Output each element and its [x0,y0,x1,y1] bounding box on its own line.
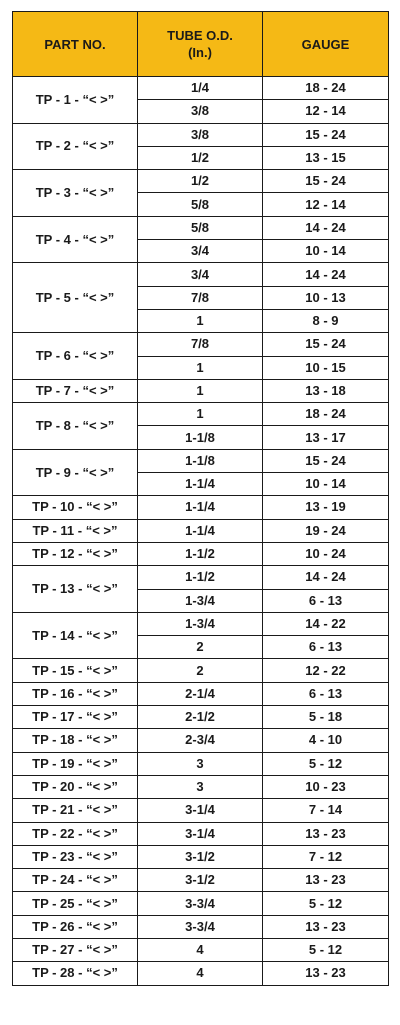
gauge-cell: 14 - 22 [263,612,389,635]
tube-od-cell: 5/8 [138,216,263,239]
gauge-cell: 13 - 19 [263,496,389,519]
tube-od-cell: 1-3/4 [138,612,263,635]
gauge-cell: 12 - 22 [263,659,389,682]
table-row [13,263,389,286]
table-row [13,775,389,798]
table-row [13,659,389,682]
part-number-cell: TP - 27 - “< >” [13,938,138,961]
tube-od-cell: 5/8 [138,193,263,216]
table-row [13,752,389,775]
part-number-cell: TP - 12 - “< >” [13,542,138,565]
table-row [13,682,389,705]
gauge-cell: 10 - 14 [263,473,389,496]
table-row [13,77,389,100]
part-number-cell: TP - 15 - “< >” [13,659,138,682]
tube-od-cell: 7/8 [138,286,263,309]
table-row [13,123,389,146]
tube-od-cell: 1-1/4 [138,496,263,519]
tube-od-cell: 3-1/4 [138,799,263,822]
gauge-cell: 13 - 15 [263,146,389,169]
part-number-cell: TP - 23 - “< >” [13,845,138,868]
header-tube-od-line2: (In.) [188,45,212,60]
table-row [13,333,389,356]
gauge-cell: 5 - 12 [263,938,389,961]
gauge-cell: 5 - 18 [263,706,389,729]
part-number-cell: TP - 13 - “< >” [13,566,138,613]
gauge-cell: 10 - 14 [263,240,389,263]
table-header [13,12,389,77]
tube-part-table [12,11,389,986]
header-tube-od [138,12,263,77]
part-number-cell: TP - 22 - “< >” [13,822,138,845]
part-number-cell: TP - 6 - “< >” [13,333,138,380]
table-body [13,77,389,986]
gauge-cell: 10 - 23 [263,775,389,798]
gauge-cell: 6 - 13 [263,636,389,659]
tube-od-cell: 1-3/4 [138,589,263,612]
table-row [13,379,389,402]
table-row [13,892,389,915]
part-number-cell: TP - 25 - “< >” [13,892,138,915]
table-row [13,729,389,752]
tube-od-cell: 3-1/4 [138,822,263,845]
part-number-cell: TP - 26 - “< >” [13,915,138,938]
part-number-cell: TP - 21 - “< >” [13,799,138,822]
table-row [13,799,389,822]
tube-od-cell: 1-1/8 [138,426,263,449]
tube-od-cell: 2-1/2 [138,706,263,729]
tube-od-cell: 3/4 [138,263,263,286]
gauge-cell: 13 - 23 [263,869,389,892]
header-row [13,12,389,77]
tube-od-cell: 1-1/4 [138,473,263,496]
gauge-cell: 7 - 14 [263,799,389,822]
part-number-cell: TP - 10 - “< >” [13,496,138,519]
tube-od-cell: 1 [138,403,263,426]
tube-od-cell: 4 [138,938,263,961]
table-row [13,403,389,426]
tube-od-cell: 1-1/4 [138,519,263,542]
table-row [13,449,389,472]
table-row [13,542,389,565]
tube-od-cell: 3 [138,752,263,775]
table-row [13,519,389,542]
table-row [13,216,389,239]
part-number-cell: TP - 8 - “< >” [13,403,138,450]
table-row [13,869,389,892]
gauge-cell: 18 - 24 [263,403,389,426]
tube-od-cell: 3-1/2 [138,869,263,892]
gauge-cell: 10 - 15 [263,356,389,379]
tube-od-cell: 1/2 [138,146,263,169]
gauge-cell: 8 - 9 [263,309,389,332]
part-number-cell: TP - 18 - “< >” [13,729,138,752]
tube-od-cell: 3/4 [138,240,263,263]
tube-od-cell: 1-1/8 [138,449,263,472]
gauge-cell: 10 - 13 [263,286,389,309]
tube-od-cell: 7/8 [138,333,263,356]
gauge-cell: 18 - 24 [263,77,389,100]
tube-od-cell: 2-1/4 [138,682,263,705]
gauge-cell: 19 - 24 [263,519,389,542]
gauge-cell: 10 - 24 [263,542,389,565]
tube-od-cell: 3/8 [138,100,263,123]
part-number-cell: TP - 9 - “< >” [13,449,138,496]
table-row [13,938,389,961]
gauge-cell: 12 - 14 [263,193,389,216]
part-number-cell: TP - 24 - “< >” [13,869,138,892]
gauge-cell: 5 - 12 [263,892,389,915]
part-number-cell: TP - 14 - “< >” [13,612,138,659]
gauge-cell: 14 - 24 [263,216,389,239]
gauge-cell: 15 - 24 [263,333,389,356]
tube-od-cell: 3-3/4 [138,892,263,915]
tube-od-cell: 1 [138,356,263,379]
part-number-cell: TP - 4 - “< >” [13,216,138,263]
tube-od-cell: 1-1/2 [138,542,263,565]
gauge-cell: 13 - 18 [263,379,389,402]
table-row [13,566,389,589]
header-part-no: PART NO. [13,12,138,77]
gauge-cell: 15 - 24 [263,123,389,146]
table-row [13,822,389,845]
gauge-cell: 15 - 24 [263,170,389,193]
gauge-cell: 7 - 12 [263,845,389,868]
part-number-cell: TP - 11 - “< >” [13,519,138,542]
part-number-cell: TP - 16 - “< >” [13,682,138,705]
gauge-cell: 6 - 13 [263,682,389,705]
tube-od-cell: 2 [138,636,263,659]
tube-od-cell: 2-3/4 [138,729,263,752]
tube-od-cell: 3/8 [138,123,263,146]
gauge-cell: 14 - 24 [263,566,389,589]
tube-od-cell: 1 [138,309,263,332]
header-gauge: GAUGE [263,12,389,77]
table-row [13,962,389,985]
part-number-cell: TP - 1 - “< >” [13,77,138,124]
table-row [13,845,389,868]
part-number-cell: TP - 7 - “< >” [13,379,138,402]
tube-od-cell: 4 [138,962,263,985]
gauge-cell: 13 - 17 [263,426,389,449]
table-row [13,496,389,519]
tube-od-cell: 3-1/2 [138,845,263,868]
gauge-cell: 13 - 23 [263,962,389,985]
gauge-cell: 6 - 13 [263,589,389,612]
gauge-cell: 12 - 14 [263,100,389,123]
tube-od-cell: 1-1/2 [138,566,263,589]
tube-od-cell: 1/4 [138,77,263,100]
tube-od-cell: 3-3/4 [138,915,263,938]
header-tube-od-line1: TUBE O.D. [167,28,233,43]
gauge-cell: 13 - 23 [263,822,389,845]
table-row [13,915,389,938]
part-number-cell: TP - 5 - “< >” [13,263,138,333]
part-number-cell: TP - 3 - “< >” [13,170,138,217]
part-number-cell: TP - 19 - “< >” [13,752,138,775]
gauge-cell: 13 - 23 [263,915,389,938]
part-number-cell: TP - 20 - “< >” [13,775,138,798]
part-number-cell: TP - 17 - “< >” [13,706,138,729]
gauge-cell: 14 - 24 [263,263,389,286]
table-row [13,612,389,635]
tube-od-cell: 1/2 [138,170,263,193]
table-row [13,706,389,729]
tube-od-cell: 3 [138,775,263,798]
tube-od-cell: 1 [138,379,263,402]
gauge-cell: 4 - 10 [263,729,389,752]
table-row [13,170,389,193]
part-number-cell: TP - 2 - “< >” [13,123,138,170]
part-number-cell: TP - 28 - “< >” [13,962,138,985]
gauge-cell: 5 - 12 [263,752,389,775]
tube-od-cell: 2 [138,659,263,682]
gauge-cell: 15 - 24 [263,449,389,472]
